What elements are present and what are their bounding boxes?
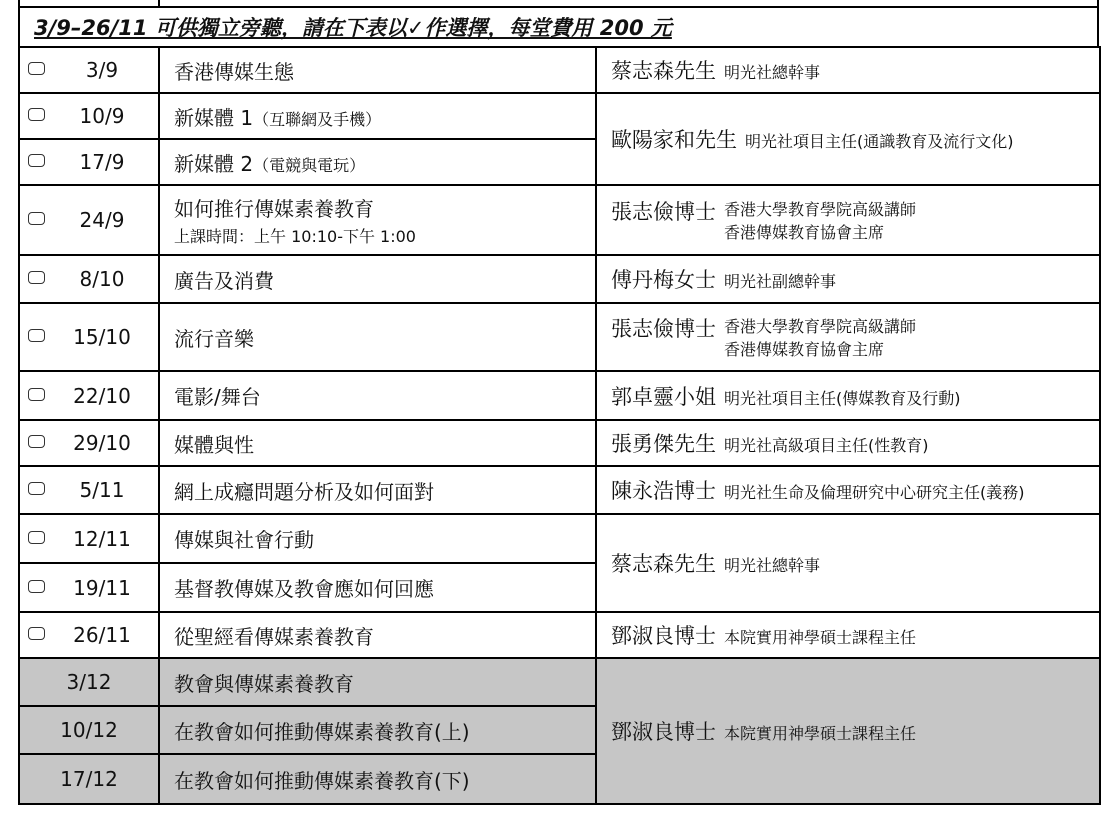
session-topic: 媒體與性 xyxy=(174,432,254,457)
speaker-name: 張勇傑先生 xyxy=(611,432,716,456)
topic-cell xyxy=(159,706,596,754)
date-cell xyxy=(19,255,159,303)
table-row xyxy=(19,47,1100,93)
session-date: 26/11 xyxy=(73,623,131,647)
session-date: 5/11 xyxy=(79,478,125,502)
topic-cell xyxy=(159,255,596,303)
checkbox[interactable] xyxy=(28,580,45,593)
date-cell xyxy=(19,93,159,139)
session-topic: 在教會如何推動傳媒素養教育(上) xyxy=(174,719,470,744)
date-cell xyxy=(19,139,159,185)
speaker-title: 明光社高級項目主任(性教育) xyxy=(724,436,929,455)
date-cell xyxy=(19,563,159,612)
table-row xyxy=(19,371,1100,420)
session-date: 24/9 xyxy=(79,208,125,232)
session-topic: 廣告及消費 xyxy=(174,268,274,293)
speaker-cell xyxy=(596,514,1100,612)
topic-cell xyxy=(159,47,596,93)
session-date: 10/12 xyxy=(60,718,118,742)
checkbox[interactable] xyxy=(28,212,45,225)
session-date: 8/10 xyxy=(79,267,125,291)
speaker-cell xyxy=(596,185,1100,255)
session-date: 19/11 xyxy=(73,575,131,600)
topic-cell xyxy=(159,754,596,804)
schedule-table xyxy=(18,46,1101,805)
session-date: 17/9 xyxy=(79,150,125,174)
session-topic: 基督教傳媒及教會應如何回應 xyxy=(174,577,434,601)
session-topic: 流行音樂 xyxy=(174,326,254,351)
table-row xyxy=(19,185,1100,255)
table-row xyxy=(19,658,1100,706)
speaker-cell xyxy=(596,466,1100,514)
speaker-name: 蔡志森先生 xyxy=(611,59,716,83)
topic-cell xyxy=(159,93,596,139)
checkbox[interactable] xyxy=(28,329,45,342)
session-date: 17/12 xyxy=(60,767,118,791)
speaker-title: 明光社副總幹事 xyxy=(724,272,837,291)
session-topic: 新媒體 2 xyxy=(174,151,254,176)
session-topic: 教會與傳媒素養教育 xyxy=(174,671,354,696)
speaker-cell xyxy=(596,303,1100,371)
session-date: 15/10 xyxy=(73,325,131,349)
speaker-name: 歐陽家和先生 xyxy=(611,128,737,152)
course-schedule-sheet xyxy=(18,0,1099,830)
speaker-name: 蔡志森先生 xyxy=(611,552,716,576)
speaker-name: 陳永浩博士 xyxy=(611,479,716,503)
speaker-name: 張志儉博士 xyxy=(611,200,716,224)
speaker-name: 傅丹梅女士 xyxy=(611,268,716,292)
session-topic: 如何推行傳媒素養教育 xyxy=(174,197,374,221)
schedule-header: 3/9–26/11 可供獨立旁聽，請在下表以✓作選擇，每堂費用 200 元 xyxy=(18,6,1099,48)
session-topic: 香港傳媒生態 xyxy=(174,59,294,84)
checkbox[interactable] xyxy=(28,435,45,448)
topic-cell xyxy=(159,420,596,466)
date-cell xyxy=(19,514,159,563)
topic-cell xyxy=(159,514,596,563)
session-date: 3/9 xyxy=(85,58,119,82)
session-topic-sub: （互聯網及手機） xyxy=(253,109,382,129)
table-row xyxy=(19,255,1100,303)
checkbox[interactable] xyxy=(28,531,45,544)
checkbox[interactable] xyxy=(28,388,45,401)
speaker-title: 明光社總幹事 xyxy=(724,63,821,82)
session-topic: 網上成癮問題分析及如何面對 xyxy=(174,479,434,504)
table-row xyxy=(19,303,1100,371)
session-date: 29/10 xyxy=(73,431,131,455)
speaker-title-2: 香港傳媒教育協會主席 xyxy=(724,223,885,242)
session-time-note: 上課時間：上午 10:10-下午 1:00 xyxy=(174,227,416,246)
session-topic-sub: （電競與電玩） xyxy=(253,155,366,175)
checkbox[interactable] xyxy=(28,154,45,167)
date-cell xyxy=(19,658,159,706)
speaker-cell xyxy=(596,93,1100,185)
checkbox[interactable] xyxy=(28,271,45,284)
topic-cell xyxy=(159,139,596,185)
date-cell xyxy=(19,420,159,466)
speaker-cell xyxy=(596,255,1100,303)
speaker-name: 鄧淑良博士 xyxy=(611,720,716,744)
speaker-cell xyxy=(596,658,1100,804)
speaker-title: 明光社總幹事 xyxy=(724,556,821,575)
topic-cell xyxy=(159,563,596,612)
session-topic: 電影/舞台 xyxy=(174,385,261,409)
checkbox[interactable] xyxy=(28,108,45,121)
session-date: 12/11 xyxy=(73,526,131,551)
speaker-title: 明光社項目主任(傳媒教育及行動) xyxy=(724,388,961,408)
topic-cell xyxy=(159,303,596,371)
speaker-cell xyxy=(596,420,1100,466)
table-row xyxy=(19,420,1100,466)
speaker-cell xyxy=(596,371,1100,420)
speaker-title: 本院實用神學碩士課程主任 xyxy=(724,724,917,743)
topic-cell xyxy=(159,466,596,514)
table-row xyxy=(19,466,1100,514)
speaker-title-2: 香港傳媒教育協會主席 xyxy=(724,340,885,359)
speaker-title: 香港大學教育學院高級講師 xyxy=(724,200,917,219)
checkbox[interactable] xyxy=(28,482,45,495)
session-date: 22/10 xyxy=(73,383,131,408)
date-cell xyxy=(19,371,159,420)
speaker-name: 張志儉博士 xyxy=(611,317,716,341)
speaker-cell xyxy=(596,612,1100,658)
date-cell xyxy=(19,466,159,514)
topic-cell xyxy=(159,371,596,420)
topic-cell xyxy=(159,612,596,658)
checkbox[interactable] xyxy=(28,627,45,640)
speaker-name: 郭卓靈小姐 xyxy=(611,384,716,409)
session-date: 10/9 xyxy=(79,104,125,128)
topic-cell xyxy=(159,658,596,706)
speaker-title: 香港大學教育學院高級講師 xyxy=(724,317,917,336)
date-cell xyxy=(19,706,159,754)
checkbox[interactable] xyxy=(28,62,45,75)
session-topic: 新媒體 1 xyxy=(174,105,254,130)
session-topic: 從聖經看傳媒素養教育 xyxy=(174,624,374,649)
date-cell xyxy=(19,754,159,804)
session-topic: 在教會如何推動傳媒素養教育(下) xyxy=(174,768,470,793)
date-cell xyxy=(19,47,159,93)
speaker-name: 鄧淑良博士 xyxy=(611,624,716,648)
table-row xyxy=(19,612,1100,658)
speaker-title: 明光社生命及倫理研究中心研究主任(義務) xyxy=(724,483,1025,502)
table-row xyxy=(19,514,1100,563)
session-topic: 傳媒與社會行動 xyxy=(174,528,314,552)
date-cell xyxy=(19,303,159,371)
date-cell xyxy=(19,612,159,658)
session-date: 3/12 xyxy=(66,670,112,694)
speaker-title: 明光社項目主任(通識教育及流行文化) xyxy=(745,132,1014,151)
topic-cell xyxy=(159,185,596,255)
speaker-cell xyxy=(596,47,1100,93)
speaker-title: 本院實用神學碩士課程主任 xyxy=(724,628,917,647)
date-cell xyxy=(19,185,159,255)
table-row xyxy=(19,93,1100,139)
